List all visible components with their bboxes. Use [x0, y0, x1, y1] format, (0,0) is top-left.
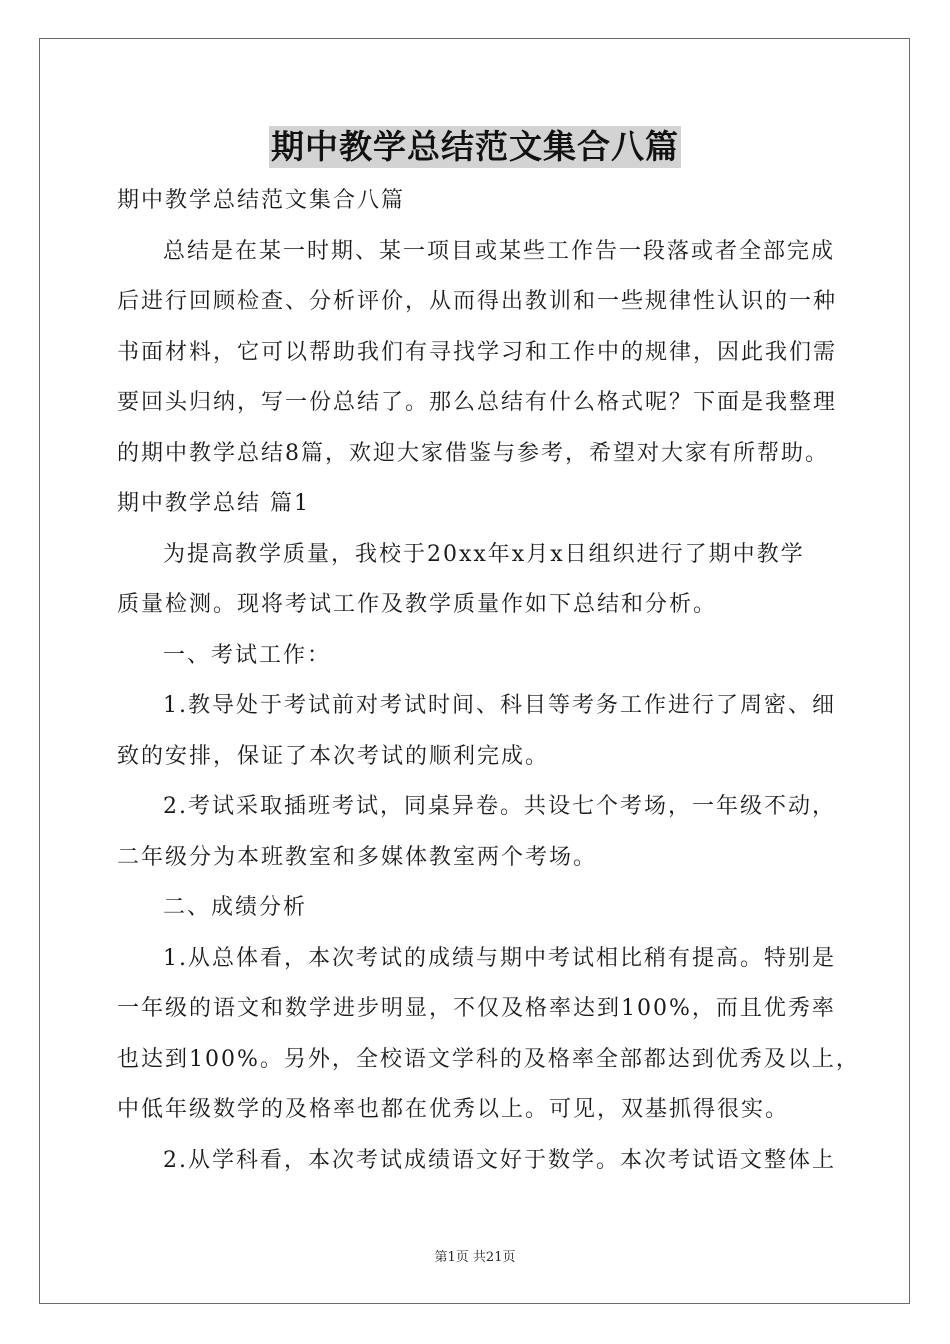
body-line: 为提高教学质量，我校于20xx年x月x日组织进行了期中教学	[163, 541, 805, 567]
subsection-heading: 二、成绩分析	[163, 895, 308, 920]
body-line: 一年级的语文和数学进步明显，不仅及格率达到100%，而且优秀率	[117, 996, 836, 1021]
document-title: 期中教学总结范文集合八篇	[271, 127, 679, 166]
body-line: 1.教导处于考试前对考试时间、科目等考务工作进行了周密、细	[163, 693, 836, 718]
body-line: 2.考试采取插班考试，同桌异卷。共设七个考场，一年级不动，	[163, 794, 836, 819]
body-line: 1.从总体看，本次考试的成绩与期中考试相比稍有提高。特别是	[163, 945, 836, 971]
body-line: 质量检测。现将考试工作及教学质量作如下总结和分析。	[117, 592, 718, 617]
page-number-footer: 第1页 共21页	[434, 1250, 516, 1265]
section-heading: 期中教学总结 篇1	[117, 491, 310, 516]
body-line: 致的安排，保证了本次考试的顺利完成。	[117, 743, 550, 769]
subsection-heading: 一、考试工作：	[163, 642, 332, 668]
body-line: 书面材料，它可以帮助我们有寻找学习和工作中的规律，因此我们需	[117, 339, 838, 365]
body-line: 后进行回顾检查、分析评价，从而得出教训和一些规律性认识的一种	[117, 289, 838, 314]
body-line: 2.从学科看，本次考试成绩语文好于数学。本次考试语文整体上	[163, 1147, 836, 1173]
body-line: 要回头归纳，写一份总结了。那么总结有什么格式呢？下面是我整理	[117, 390, 838, 415]
body-line: 也达到100%。另外，全校语文学科的及格率全部都达到优秀及以上，	[117, 1046, 860, 1072]
body-line: 期中教学总结范文集合八篇	[117, 188, 406, 213]
document-body	[117, 176, 860, 1186]
body-line: 总结是在某一时期、某一项目或某些工作告一段落或者全部完成	[163, 238, 836, 264]
body-line: 中低年级数学的及格率也都在优秀以上。可见，双基抓得很实。	[117, 1097, 790, 1122]
title-container	[0, 126, 950, 168]
body-line: 二年级分为本班教室和多媒体教室两个考场。	[117, 844, 598, 870]
body-line: 的期中教学总结8篇，欢迎大家借鉴与参考，希望对大家有所帮助。	[117, 440, 829, 466]
